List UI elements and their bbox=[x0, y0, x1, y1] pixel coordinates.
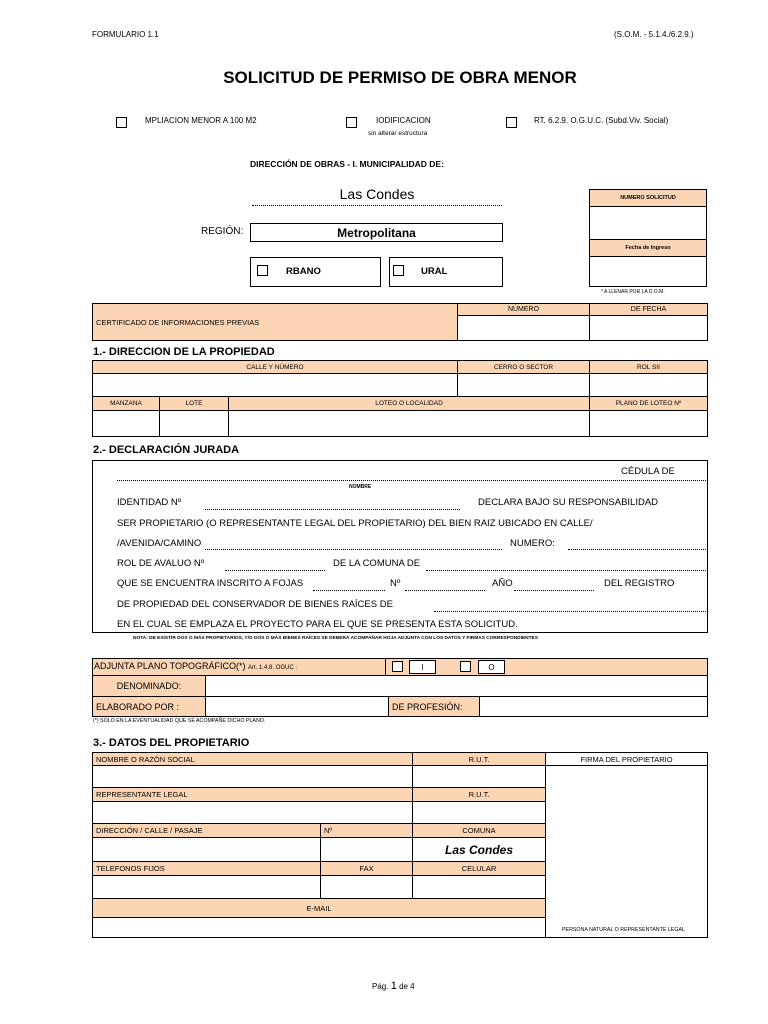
page-title: SOLICITUD DE PERMISO DE OBRA MENOR bbox=[223, 68, 577, 87]
certificado-numero-field[interactable] bbox=[457, 315, 590, 341]
certificado-fecha-header: DE FECHA bbox=[589, 303, 708, 316]
nombre-header: NOMBRE O RAZÓN SOCIAL bbox=[92, 752, 413, 766]
comuna-value: Las Condes bbox=[444, 842, 513, 857]
plano-no-label: O bbox=[488, 662, 495, 672]
n-header: Nº bbox=[320, 823, 413, 838]
celular-field[interactable] bbox=[412, 875, 546, 899]
option-art-label: RT. 6.2.9. O.G.U.C. (Subd.Viv. Social) bbox=[534, 116, 669, 125]
fecha-ingreso-header: Fecha de Ingreso bbox=[589, 239, 707, 257]
page-num: 1 bbox=[390, 980, 397, 992]
region-label: REGIÓN: bbox=[201, 226, 244, 237]
numero-solicitud-field[interactable] bbox=[589, 206, 707, 240]
plano-si-checkbox[interactable] bbox=[392, 661, 403, 672]
certificado-fecha-field[interactable] bbox=[589, 315, 708, 341]
decl-nota: NOTA: DE EXISTIR DOS O MÁS PROPIETARIOS, Y/O DOS O MÁS BIENES RAÍCES SE DEBERÁ ACOMPAÑAR HOJA ADJUNTA CON LOS DATOS Y FIRMAS CORRESPONDIENTES bbox=[133, 636, 538, 641]
celular-header: CELULAR bbox=[412, 861, 546, 876]
rut2-header: R.U.T. bbox=[412, 787, 546, 802]
decl-comuna: DE LA COMUNA DE bbox=[333, 558, 421, 569]
rut2-field[interactable] bbox=[412, 801, 546, 824]
rol-field[interactable] bbox=[589, 373, 708, 397]
direccion-header: DIRECCIÓN / CALLE / PASAJE bbox=[92, 823, 321, 838]
rol-header: ROL SII bbox=[589, 360, 708, 374]
comuna-header: COMUNA bbox=[412, 823, 546, 838]
decl-nombre-label: NOMBRE bbox=[349, 484, 372, 490]
option-ampliacion-label: MPLIACION MENOR A 100 M2 bbox=[145, 116, 257, 125]
decl-fojas-line[interactable] bbox=[313, 590, 385, 591]
numero-solicitud-header: NUMERO SOLICITUD bbox=[589, 189, 707, 207]
nombre-field[interactable] bbox=[92, 765, 413, 788]
plano-si-label: I bbox=[421, 662, 424, 672]
decl-inscrito: QUE SE ENCUENTRA INSCRITO A FOJAS bbox=[117, 578, 304, 589]
loteo-header: LOTEO O LOCALIDAD bbox=[228, 396, 590, 411]
urbano-label: RBANO bbox=[286, 266, 321, 277]
lote-header: LOTE bbox=[159, 396, 229, 411]
decl-numero-line[interactable] bbox=[568, 549, 708, 550]
decl-identidad: IDENTIDAD Nº bbox=[117, 497, 182, 508]
firma-header: FIRMA DEL PROPIETARIO bbox=[545, 752, 708, 766]
loteo-field[interactable] bbox=[228, 410, 590, 437]
decl-registro: DEL REGISTRO bbox=[604, 578, 675, 589]
rural-label: URAL bbox=[421, 266, 448, 277]
page-number bbox=[372, 980, 415, 992]
side-note: * A LLENAR POR LA D.O.M. bbox=[601, 289, 665, 295]
email-field[interactable] bbox=[92, 917, 546, 938]
elaborado-field[interactable] bbox=[205, 696, 389, 717]
rut1-field[interactable] bbox=[412, 765, 546, 788]
firma-caption: PERSONA NATURAL O REPRESENTANTE LEGAL bbox=[562, 927, 685, 933]
decl-propiedad: DE PROPIEDAD DEL CONSERVADOR DE BIENES RAÍCES DE bbox=[117, 599, 393, 610]
decl-n-line[interactable] bbox=[405, 590, 485, 591]
region-value: Metropolitana bbox=[337, 225, 416, 240]
email-header: E-MAIL bbox=[92, 898, 546, 918]
certificado-label: CERTIFICADO DE INFORMACIONES PREVIAS bbox=[92, 303, 458, 341]
option-modificacion-label: IODIFICACION bbox=[376, 116, 431, 125]
decl-avenida: /AVENIDA/CAMINO bbox=[117, 538, 202, 549]
decl-ser: SER PROPIETARIO (O REPRESENTANTE LEGAL DEL PROPIETARIO) DEL BIEN RAIZ UBICADO EN CALLE/ bbox=[117, 518, 593, 529]
representante-header: REPRESENTANTE LEGAL bbox=[92, 787, 413, 802]
plano-loteo-header: PLANO DE LOTEO Nº bbox=[589, 396, 708, 411]
decl-conservador-line[interactable] bbox=[434, 611, 708, 612]
section2-title: 2.- DECLARACIÓN JURADA bbox=[93, 444, 240, 456]
manzana-field[interactable] bbox=[92, 410, 160, 437]
decl-cedula: CÉDULA DE bbox=[621, 466, 675, 477]
denominado-field[interactable] bbox=[205, 675, 708, 697]
fecha-ingreso-field[interactable] bbox=[589, 256, 707, 287]
decl-comuna-line[interactable] bbox=[426, 570, 708, 571]
municipality-line bbox=[252, 205, 502, 206]
denominado-label: DENOMINADO: bbox=[92, 675, 206, 697]
decl-nombre-line[interactable] bbox=[117, 480, 708, 481]
region-field[interactable] bbox=[250, 223, 503, 242]
plano-loteo-field[interactable] bbox=[589, 410, 708, 437]
profesion-field[interactable] bbox=[479, 696, 708, 717]
decl-rol-line[interactable] bbox=[225, 570, 325, 571]
plano-adjunta-text: ADJUNTA PLANO TOPOGRÁFICO(*) bbox=[94, 661, 246, 671]
decl-cual: EN EL CUAL SE EMPLAZA EL PROYECTO PARA EL QUE SE PRESENTA ESTA SOLICITUD. bbox=[117, 619, 518, 630]
cerro-field[interactable] bbox=[457, 373, 590, 397]
municipality-value[interactable]: Las Condes bbox=[339, 186, 415, 202]
plano-no-box bbox=[478, 660, 505, 674]
direccion-field[interactable] bbox=[92, 837, 321, 862]
calle-field[interactable] bbox=[92, 373, 458, 397]
rural-checkbox[interactable] bbox=[393, 265, 404, 276]
representante-field[interactable] bbox=[92, 801, 413, 824]
comuna-field[interactable] bbox=[412, 837, 546, 862]
fax-header: FAX bbox=[320, 861, 413, 876]
decl-declara: DECLARA BAJO SU RESPONSABILIDAD bbox=[478, 497, 659, 508]
page-of: de 4 bbox=[399, 982, 415, 991]
telefonos-field[interactable] bbox=[92, 875, 321, 899]
direccion-heading: DIRECCIÓN DE OBRAS - I. MUNICIPALIDAD DE: bbox=[250, 159, 444, 169]
option-ampliacion-checkbox[interactable] bbox=[116, 117, 127, 128]
decl-n: Nº bbox=[390, 578, 401, 589]
n-field[interactable] bbox=[320, 837, 413, 862]
form-reference: (S.O.M. - 5.1.4./6.2.9.) bbox=[614, 30, 694, 39]
profesion-label: DE PROFESIÓN: bbox=[388, 696, 480, 717]
plano-art-text: Art. 1.4.8. OGUC : bbox=[248, 665, 298, 671]
elaborado-label: ELABORADO POR : bbox=[92, 696, 206, 717]
option-art-checkbox[interactable] bbox=[506, 117, 517, 128]
plano-adjunta-label bbox=[94, 661, 297, 671]
decl-anio-line[interactable] bbox=[514, 590, 594, 591]
decl-numero: NUMERO: bbox=[510, 538, 555, 549]
calle-header: CALLE Y NÚMERO bbox=[92, 360, 458, 374]
lote-field[interactable] bbox=[159, 410, 229, 437]
page-pag: Pág. bbox=[372, 982, 389, 991]
plano-divider bbox=[385, 658, 386, 676]
decl-anio: AÑO bbox=[492, 578, 513, 589]
option-modificacion-checkbox[interactable] bbox=[346, 117, 357, 128]
section3-title: 3.- DATOS DEL PROPIETARIO bbox=[93, 737, 250, 749]
section1-title: 1.- DIRECCION DE LA PROPIEDAD bbox=[93, 346, 275, 358]
fax-field[interactable] bbox=[320, 875, 413, 899]
urbano-checkbox[interactable] bbox=[257, 265, 268, 276]
rut1-header: R.U.T. bbox=[412, 752, 546, 766]
form-code: FORMULARIO 1.1 bbox=[92, 30, 159, 39]
firma-field[interactable] bbox=[545, 765, 708, 938]
plano-si-box bbox=[409, 660, 436, 674]
option-modificacion-sub: sin alterar estructura bbox=[368, 130, 428, 137]
certificado-numero-header: NÚMERO bbox=[457, 303, 590, 316]
plano-no-checkbox[interactable] bbox=[460, 661, 471, 672]
plano-nota: (*) SOLO EN LA EVENTUALIDAD QUE SE ACOMPAÑE DICHO PLANO. bbox=[93, 718, 266, 724]
decl-rol: ROL DE AVALUO Nº bbox=[117, 558, 205, 569]
decl-avenida-line[interactable] bbox=[205, 549, 502, 550]
telefonos-header: TELEFONOS FIJOS bbox=[92, 861, 321, 876]
cerro-header: CERRO O SECTOR bbox=[457, 360, 590, 374]
manzana-header: MANZANA bbox=[92, 396, 160, 411]
decl-identidad-line[interactable] bbox=[205, 509, 460, 510]
